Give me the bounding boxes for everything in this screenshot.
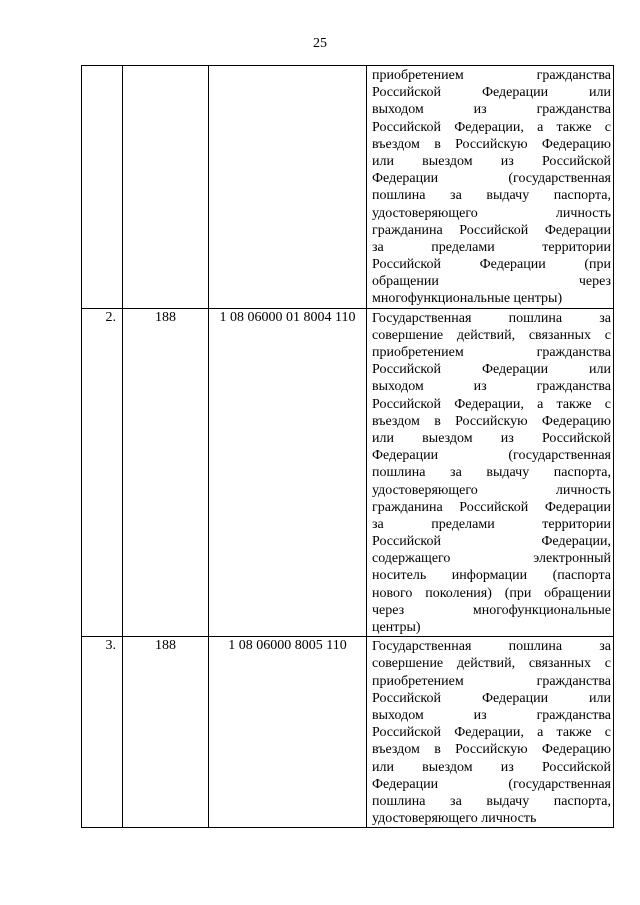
description-line: выходом из гражданства	[372, 102, 611, 118]
description-line: удостоверяющего личность	[372, 811, 537, 827]
description-line: Российской Федерации, а также с	[372, 119, 611, 135]
description-cell	[367, 66, 614, 309]
description-line: Российской Федерации или	[372, 85, 611, 101]
description-line: въездом в Российскую Федерацию	[372, 413, 611, 429]
description-line: пошлина за выдачу паспорта,	[372, 793, 611, 809]
budget-code-cell: 1 08 06000 8005 110	[209, 637, 367, 828]
description-line: Российской Федерации или	[372, 362, 611, 378]
row-number-cell	[82, 66, 123, 309]
description-line: выходом из гражданства	[372, 379, 611, 395]
description-line: или выездом из Российской	[372, 430, 611, 446]
row-number-cell: 3.	[82, 637, 123, 828]
description-line: въездом в Российскую Федерацию	[372, 136, 611, 152]
fee-table-body	[82, 66, 614, 828]
description-line: Российской Федерации, а также с	[372, 725, 611, 741]
fee-table	[81, 65, 614, 828]
admin-code-cell	[123, 66, 209, 309]
description-line: нового поколения) (при обращении	[372, 585, 611, 601]
description-line: гражданина Российской Федерации	[372, 222, 611, 238]
table-row	[82, 637, 614, 828]
description-line: или выездом из Российской	[372, 759, 611, 775]
budget-code-cell	[209, 66, 367, 309]
admin-code-cell: 188	[123, 308, 209, 637]
admin-code-cell: 188	[123, 637, 209, 828]
description-line: содержащего электронный	[372, 551, 611, 567]
description-line: через многофункциональные	[372, 602, 611, 618]
description-line: носитель информации (паспорта	[372, 568, 611, 584]
description-line: выходом из гражданства	[372, 707, 611, 723]
description-line: Российской Федерации или	[372, 690, 611, 706]
description-line: совершение действий, связанных с	[372, 327, 611, 343]
description-line: многофункциональные центры)	[372, 291, 563, 307]
description-line: центры)	[372, 620, 421, 635]
description-line: гражданина Российской Федерации	[372, 499, 611, 515]
description-line: за пределами территории	[372, 516, 611, 532]
description-line: Российской Федерации (при	[372, 257, 611, 273]
description-line: Федерации (государственная	[372, 448, 611, 464]
description-line: или выездом из Российской	[372, 153, 611, 169]
description-line: удостоверяющего личность	[372, 205, 611, 221]
description-line: приобретением гражданства	[372, 673, 611, 689]
description-line: пошлина за выдачу паспорта,	[372, 188, 611, 204]
description-line: обращении через	[372, 274, 611, 290]
description-line: въездом в Российскую Федерацию	[372, 742, 611, 758]
description-line: Федерации (государственная	[372, 776, 611, 792]
table-row	[82, 66, 614, 309]
description-line: Государственная пошлина за	[372, 639, 611, 655]
description-line: Российской Федерации,	[372, 534, 611, 550]
description-line: приобретением гражданства	[372, 68, 611, 83]
description-line: Государственная пошлина за	[372, 310, 611, 326]
table-row	[82, 308, 614, 637]
description-line: за пределами территории	[372, 239, 611, 255]
description-line: удостоверяющего личность	[372, 482, 611, 498]
description-line: Федерации (государственная	[372, 171, 611, 187]
row-number-cell: 2.	[82, 308, 123, 637]
page-number: 25	[313, 36, 327, 51]
description-line: пошлина за выдачу паспорта,	[372, 465, 611, 481]
description-line: совершение действий, связанных с	[372, 656, 611, 672]
description-line: приобретением гражданства	[372, 345, 611, 360]
description-cell	[367, 637, 614, 828]
description-line: Российской Федерации, а также с	[372, 396, 611, 412]
description-cell	[367, 308, 614, 637]
budget-code-cell: 1 08 06000 01 8004 110	[209, 308, 367, 637]
